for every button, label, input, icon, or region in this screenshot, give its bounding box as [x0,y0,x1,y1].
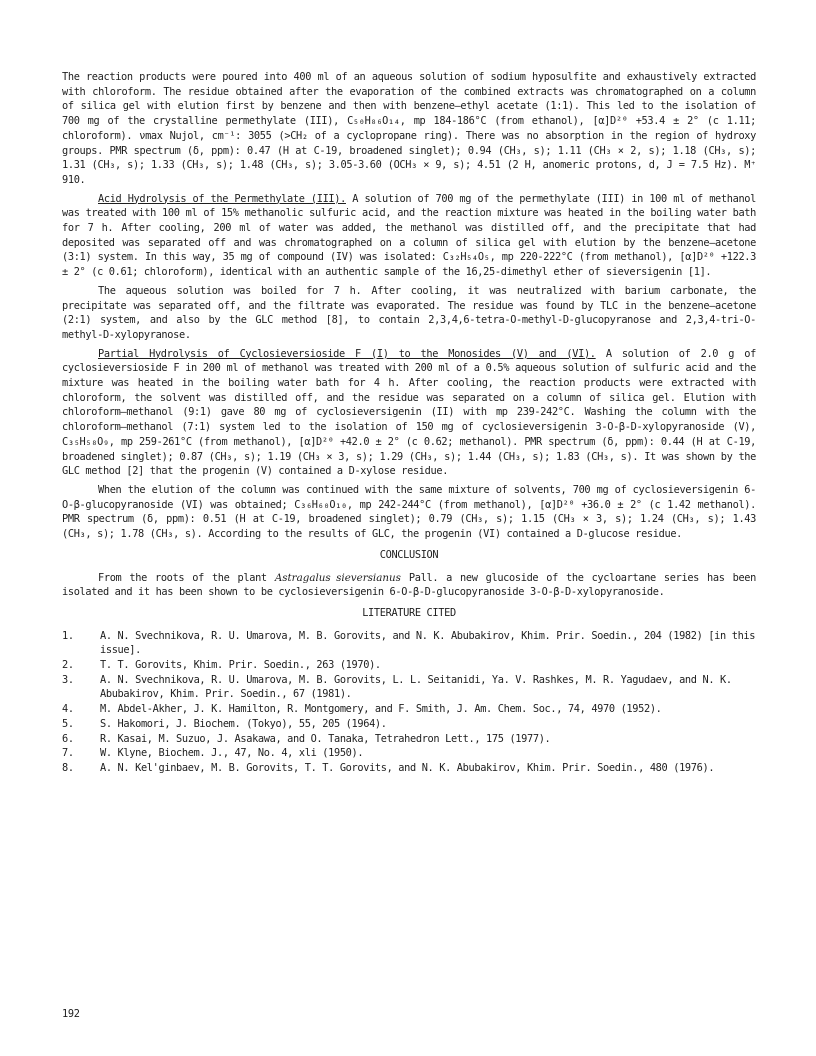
reference-text: T. T. Gorovits, Khim. Prir. Soedin., 263 (1970). [100,659,381,672]
acid-hydrolysis-text: A solution of 700 mg of the permethylate (III) in 100 ml of methanol was treated with 100 ml of 15% methanolic sulfuric acid, and the reaction mixture was heated in the boiling water bath for 7 h. After cooling, 200 ml of water was added, the methanol was distilled off, and the precipitate that had deposited was separated off and was chromatographed on a column of silica gel with elution by the benzene–acetone (3:1) system. In this way, 35 mg of compound (IV) was isolated: C₃₂H₅₄O₅, mp 220-222°C (from methanol), [α]D²⁰ +122.3 ± 2° (c 0.61; chloroform), identical with an authentic sample of the 16,25-dimethyl ether of sieversigenin [1]. [62,192,756,279]
partial-hydrolysis-text: A solution of 2.0 g of cyclosieversioside F in 200 ml of methanol was treated with 200 ml of a 0.5% aqueous solution of sulfuric acid and the mixture was heated in the boiling water bath for 4 h. After cooling, the reaction products were extracted with chloroform, the solvent was distilled off, and the residue was separated on a column of silica gel. Elution with chloroform–methanol (9:1) gave 80 mg of cyclosieversigenin (II) with mp 239-242°C. Washing the column with the chloroform–methanol (7:1) system led to the isolation of 150 mg of cyclosieversigenin 3-O-β-D-xylopyranoside (V), C₃₅H₅₈O₉, mp 259-261°C (from methanol), [α]D²⁰ +42.0 ± 2° (c 0.62; methanol). PMR spectrum (δ, ppm): 0.44 (H at C-19, broadened singlet); 0.87 (CH₃, s); 1.19 (CH₃ × 3, s); 1.29 (CH₃, s); 1.44 (CH₃, s); 1.83 (CH₃, s). It was shown by the GLC method [2] that the progenin (V) contained a D-xylose residue. [62,347,756,478]
reference-item [62,658,756,673]
partial-hydrolysis-heading: Partial Hydrolysis of Cyclosieversioside F (I) to the Monosides (V) and (VI). [98,347,596,360]
paragraph-partial-hydrolysis [62,347,756,479]
reference-item [62,746,756,761]
reference-item [62,673,756,702]
reference-number: 3. [62,673,74,686]
conclusion-paragraph [62,571,756,600]
literature-heading: LITERATURE CITED [362,606,456,619]
reference-text: S. Hakomori, J. Biochem. (Tokyo), 55, 205 (1964). [100,717,387,730]
reference-number: 7. [62,747,74,760]
page-number: 192 [62,1008,80,1020]
paragraph-aqueous-solution: The aqueous solution was boiled for 7 h. After cooling, it was neutralized with barium carbonate, the precipitate was separated off, and the filtrate was evaporated. The residue was found by TLC in the benzene–acetone (2:1) system, and also by the GLC method [8], to contain 2,3,4,6-tetra-O-methyl-D-glucopyranose and 2,3,4-tri-O-methyl-D-xylopyranose. [62,284,756,341]
reference-item [62,717,756,732]
reference-text: A. N. Svechnikova, R. U. Umarova, M. B. Gorovits, L. L. Seitanidi, Ya. V. Rashkes, M. R. Yagudaev, and N. K. Abubakirov, Khim. Prir. Soedin., 67 (1981). [100,673,732,701]
reference-number: 4. [62,703,74,716]
conclusion-text-after: Pall. a new glucoside of the cycloartane series has been isolated and it has been shown to be cyclosieversigenin 6-O-β-D-glucopyranoside 3-O-β-D-xylopyranoside. [62,571,757,599]
reference-number: 8. [62,761,74,774]
paragraph-acid-hydrolysis [62,192,756,280]
paragraph-permethylate: The reaction products were poured into 400 ml of an aqueous solution of sodium hyposulfite and exhaustively extracted with chloroform. The residue obtained after the evaporation of the combined extracts was chromatographed on a column of silica gel with elution first by benzene and then with benzene–ethyl acetate (1:1). This led to the isolation of 700 mg of the crystalline permethylate (III), C₅₀H₈₆O₁₄, mp 184-186°C (from ethanol), [α]D²⁰ +53.4 ± 2° (c 1.11; chloroform). νmax Nujol, cm⁻¹: 3055 (>CH₂ of a cyclopropane ring). There was no absorption in the region of hydroxy groups. PMR spectrum (δ, ppm): 0.47 (H at C-19, broadened singlet); 0.94 (CH₃, s); 1.11 (CH₃ × 2, s); 1.18 (CH₃, s); 1.31 (CH₃, s); 1.33 (CH₃, s); 1.48 (CH₃, s); 3.05-3.60 (OCH₃ × 9, s); 4.51 (2 H, anomeric protons, d, J = 7.5 Hz). M⁺ 910. [62,71,756,186]
reference-item [62,629,756,658]
species-name: Astragalus sieversianus [274,571,401,584]
reference-item [62,732,756,747]
reference-number: 6. [62,732,74,745]
reference-number: 1. [62,629,74,642]
paper-page [62,70,756,776]
paragraph-elution-continued: When the elution of the column was continued with the same mixture of solvents, 700 mg of cyclosieversigenin 6-O-β-glucopyranoside (VI) was obtained; C₃₆H₆₀O₁₀, mp 242-244°C (from methanol), [α]D²⁰ +36.0 ± 2° (c 1.42 methanol). PMR spectrum (δ, ppm): 0.51 (H at C-19, broadened singlet); 0.79 (CH₃, s); 1.15 (CH₃ × 3, s); 1.24 (CH₃, s); 1.43 (CH₃, s); 1.78 (CH₃, s). According to the results of GLC, the progenin (VI) contained a D-glucose residue. [62,483,756,541]
reference-text: M. Abdel-Akher, J. K. Hamilton, R. Montgomery, and F. Smith, J. Am. Chem. Soc., 74, 4970 (1952). [100,703,662,716]
reference-number: 5. [62,717,74,730]
conclusion-text-before: From the roots of the plant [98,571,267,584]
reference-text: A. N. Kel'ginbaev, M. B. Gorovits, T. T. Gorovits, and N. K. Abubakirov, Khim. Prir. Soedin., 480 (1976). [100,761,715,774]
reference-number: 2. [62,659,74,672]
acid-hydrolysis-heading: Acid Hydrolysis of the Permethylate (III). [98,192,346,205]
conclusion-heading: CONCLUSION [379,548,439,561]
reference-item [62,761,756,776]
reference-text: R. Kasai, M. Suzuo, J. Asakawa, and O. Tanaka, Tetrahedron Lett., 175 (1977). [100,732,551,745]
reference-text: A. N. Svechnikova, R. U. Umarova, M. B. Gorovits, and N. K. Abubakirov, Khim. Prir. Soedin., 204 (1982) [in this issue]. [100,629,756,657]
reference-item [62,702,756,717]
reference-text: W. Klyne, Biochem. J., 47, No. 4, xli (1950). [100,747,364,760]
reference-list [62,629,756,776]
